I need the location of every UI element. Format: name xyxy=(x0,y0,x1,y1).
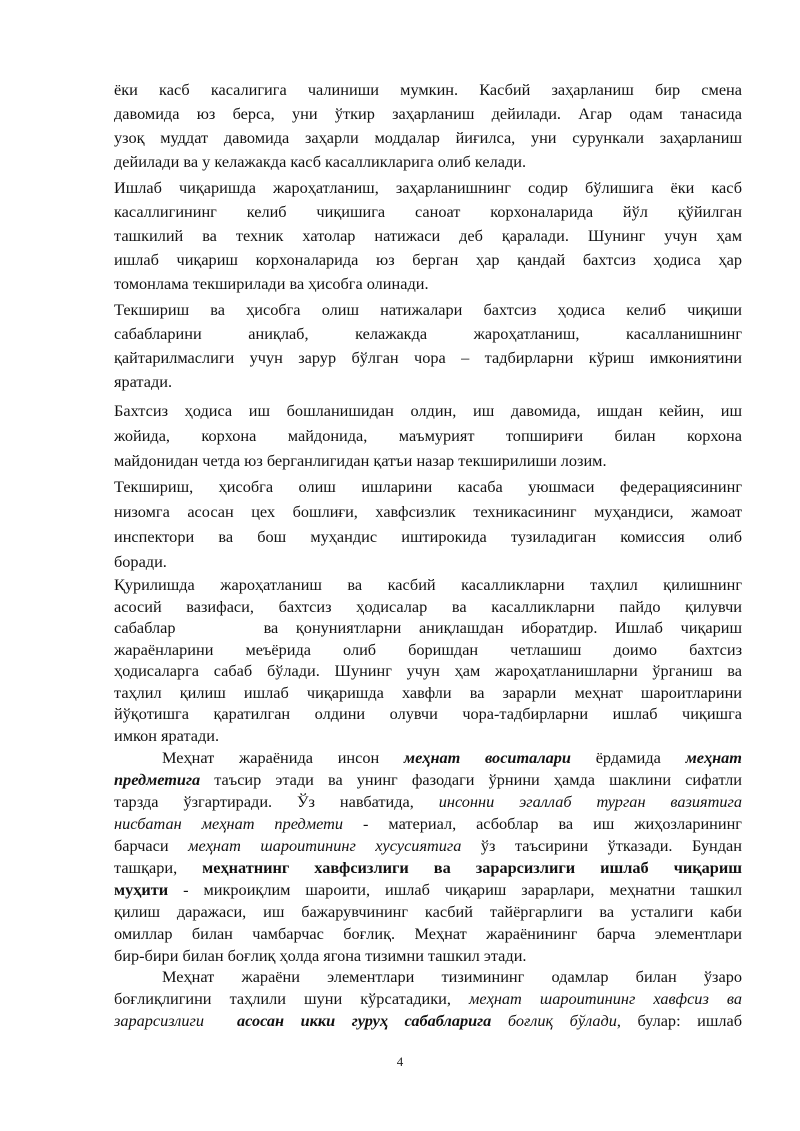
bold-run: муҳити xyxy=(114,880,169,899)
text-run: тарзда ўзгартиради. Ўз навбатида, xyxy=(114,792,439,811)
text-run: Меҳнат жараёни элементлари тизимининг одамлар билан ўзаро xyxy=(162,967,742,986)
text-line: Ишлаб чиқаришда жароҳатланиш, заҳарланишнинг содир бўлишига ёки касб xyxy=(114,178,742,197)
text-line: таҳлил қилиш ишлаб чиқаришда хавфли ва зарарли меҳнат шароитларини xyxy=(114,682,742,702)
text-line: ёки касб касалигига чалиниши мумкин. Касбий заҳарланиш бир смена xyxy=(114,80,742,99)
text-run: боғлиқлигини таҳлили шуни кўрсатадики, xyxy=(114,989,469,1008)
text-line xyxy=(114,813,742,835)
italic-run: меҳнат шароитининг хусусиятига xyxy=(188,836,462,855)
text-line: дейилади ва у келажакда касб касалликларига олиб келади. xyxy=(114,152,527,171)
text-line: омиллар билан чамбарчас боғлиқ. Меҳнат жараёнининг барча элементлари xyxy=(114,924,742,943)
paragraph-2 xyxy=(114,176,742,296)
paragraph-7 xyxy=(114,747,742,967)
text-line xyxy=(114,835,742,857)
text-line: йўқотишга қаратилган олдини олувчи чора-тадбирларни ишлаб чиқишга xyxy=(114,704,742,723)
text-line: Бахтсиз ҳодиса иш бошланишидан олдин, иш давомида, ишдан кейин, иш xyxy=(114,401,742,420)
text-line: жойида, корхона майдонида, маъмурият топшириғи билан корхона xyxy=(114,426,742,445)
text-line xyxy=(114,791,742,813)
italic-run: боғлиқ бўлади xyxy=(491,1011,617,1030)
text-run: ўз таъсирини ўтказади. Бундан xyxy=(461,836,742,855)
text-line: инспектори ва бош муҳандис иштирокида тузиладиган комиссия олиб xyxy=(114,527,742,546)
text-line xyxy=(114,747,742,769)
text-line: асосий вазифаси, бахтсиз ҳодисалар ва касалликларни пайдо қилувчи xyxy=(114,596,742,616)
italic-run: меҳнат шароитининг хавфсиз ва xyxy=(469,989,742,1008)
text-line: сабаблар ва қонуниятларни аниқлашдан иборатдир. Ишлаб чиқариш xyxy=(114,618,742,637)
text-line: имкон яратади. xyxy=(114,725,220,745)
text-run: - материал, асбоблар ва иш жиҳозларининг xyxy=(343,814,742,833)
text-line: ташкилий ва техник хатолар натижаси деб қаралади. Шунинг учун ҳам xyxy=(114,226,742,245)
text-line: низомга асосан цех бошлиғи, хавфсизлик техникасининг муҳандиси, жамоат xyxy=(114,502,742,521)
text-line: қилиш даражаси, иш бажарувчининг касбий тайёргарлиги ва усталиги каби xyxy=(114,902,742,921)
paragraph-1 xyxy=(114,78,742,174)
paragraph-6 xyxy=(114,574,742,746)
page-number: 4 xyxy=(396,1054,404,1069)
text-line xyxy=(114,769,742,791)
italic-run: инсонни эгаллаб турган вазиятига xyxy=(438,792,742,811)
text-line: Текшириш, ҳисобга олиш ишларини касаба уюшмаси федерациясининг xyxy=(114,477,742,496)
emphasis-run: асосан икки гуруҳ сабабларига xyxy=(203,1011,492,1030)
paragraph-3 xyxy=(114,298,742,394)
emphasis-run: меҳнат воситалари xyxy=(403,748,571,767)
text-line: бир-бири билан боғлиқ ҳолда ягона тизимни ташкил этади. xyxy=(114,946,527,965)
text-line: томонлама текширилади ва ҳисобга олинади. xyxy=(114,274,429,293)
text-line xyxy=(114,879,742,901)
text-run: барчаси xyxy=(114,836,189,855)
text-line: майдонидан четда юз берганлигидан қатъи назар текширилиши лозим. xyxy=(114,451,607,470)
text-line: давомида юз берса, уни ўткир заҳарланиш дейилади. Агар одам танасида xyxy=(114,104,742,123)
text-run: , булар: ишлаб xyxy=(616,1011,742,1030)
text-line xyxy=(114,988,742,1010)
paragraph-8 xyxy=(114,966,742,1032)
paragraph-5 xyxy=(114,474,742,574)
text-line: боради. xyxy=(114,552,167,571)
text-run: ёрдамида xyxy=(570,748,686,767)
emphasis-run: предметига xyxy=(114,770,201,789)
italic-run: нисбатан меҳнат предмети xyxy=(114,814,344,833)
text-line xyxy=(114,1010,742,1032)
text-line: қайтарилмаслиги учун зарур бўлган чора – тадбирларни кўриш имкониятини xyxy=(114,348,742,367)
text-run: Меҳнат жараёнида инсон xyxy=(162,748,404,767)
text-line: ҳодисаларга сабаб бўлади. Шунинг учун ҳам жароҳатланишларни ўрганиш ва xyxy=(114,661,742,680)
bold-run: меҳнатнинг хавфсизлиги ва зарарсизлиги ишлаб чиқариш xyxy=(202,858,742,877)
text-line: яратади. xyxy=(114,372,173,391)
text-run: таъсир этади ва унинг фазодаги ўрнини ҳамда шаклини сифатли xyxy=(200,770,742,789)
text-line: сабабларини аниқлаб, келажакда жароҳатланиш, касалланишнинг xyxy=(114,324,742,343)
text-line: касаллигининг келиб чиқишига саноат корхоналарида йўл қўйилган xyxy=(114,202,742,221)
emphasis-run: меҳнат xyxy=(685,748,742,767)
text-run: ташқари, xyxy=(114,858,203,877)
text-line xyxy=(114,966,742,988)
text-line: узоқ муддат давомида заҳарли моддалар йиғилса, уни сурункали заҳарланиш xyxy=(114,128,742,147)
text-line: жараёнларини меъёрида олиб боришдан четлашиш доимо бахтсиз xyxy=(114,639,742,659)
text-run: - микроиқлим шароити, ишлаб чиқариш зарарлари, меҳнатни ташкил xyxy=(168,880,742,899)
text-line: ишлаб чиқариш корхоналарида юз берган ҳар қандай бахтсиз ҳодиса ҳар xyxy=(114,250,742,269)
text-line: Текшириш ва ҳисобга олиш натижалари бахтсиз ҳодиса келиб чиқиши xyxy=(114,300,742,319)
text-line: Қурилишда жароҳатланиш ва касбий касалликларни таҳлил қилишнинг xyxy=(114,575,742,594)
text-line xyxy=(114,857,742,879)
paragraph-4 xyxy=(114,398,742,473)
italic-run: зарарсизлиги xyxy=(114,1011,204,1030)
